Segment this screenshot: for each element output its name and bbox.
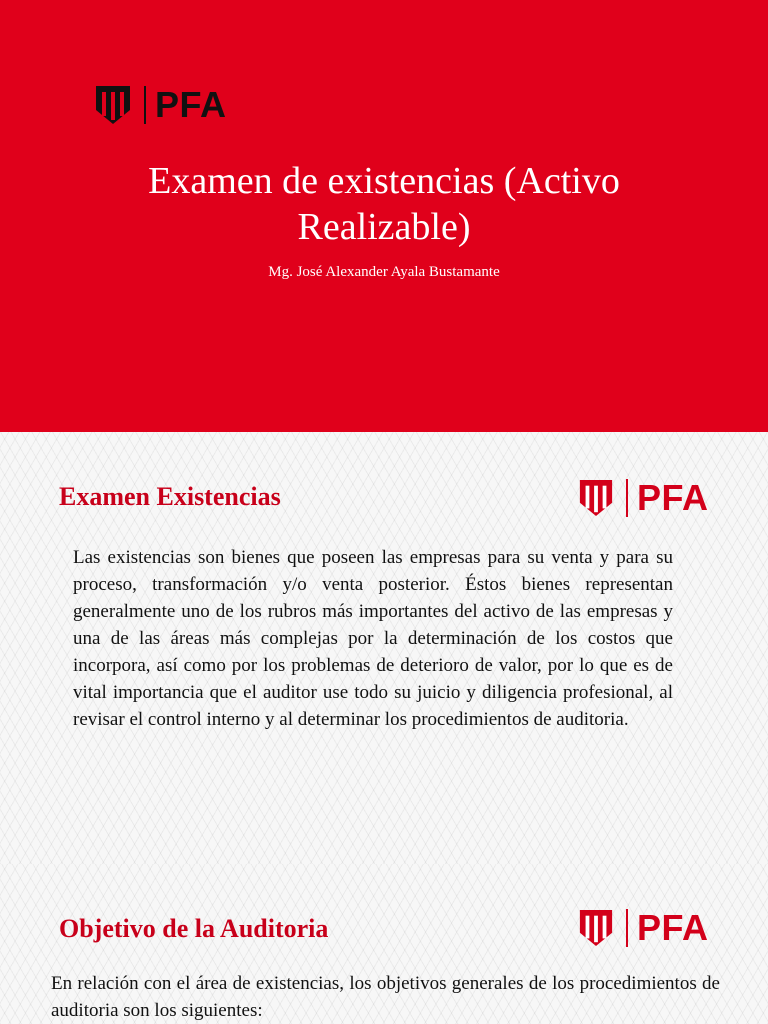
logo-text: PFA [637,907,709,948]
logo-separator [626,479,628,517]
slide-paragraph: Las existencias son bienes que poseen las empresas para su venta y para su proceso, transformación y/o venta posterior. Éstos bienes representan generalmente uno de los rubros más importantes del activo de las empresas y una de las áreas más complejas por la determinación de los costos que incorpora, así como por los problemas de deterioro de valor, por lo que es de vital importancia que el auditor use todo su juicio y diligencia profesional, al revisar el control interno y al determinar los procedimientos de auditoria. [73,547,673,730]
slide-heading: Examen Existencias [59,482,281,511]
pfa-logo [578,478,709,518]
title-slide [0,0,768,432]
pfa-logo [578,908,709,948]
logo-separator [626,909,628,947]
logo-text: PFA [637,477,709,518]
author-name: Mg. José Alexander Ayala Bustamante [268,264,500,280]
slide-paragraph: En relación con el área de existencias, los objetivos generales de los procedimientos de auditoria son los siguientes: [51,973,720,1021]
slide-heading: Objetivo de la Auditoria [59,914,329,943]
shield-emblem-icon [578,478,614,518]
pfa-logo [94,84,227,126]
presentation-title: Examen de existencias (Activo Realizable) [148,160,620,248]
logo-text: PFA [155,84,227,125]
slide-objetivo-auditoria [0,864,768,1024]
slide-examen-existencias [0,432,768,864]
shield-emblem-icon [94,84,132,126]
logo-separator [144,86,146,124]
shield-emblem-icon [578,908,614,948]
